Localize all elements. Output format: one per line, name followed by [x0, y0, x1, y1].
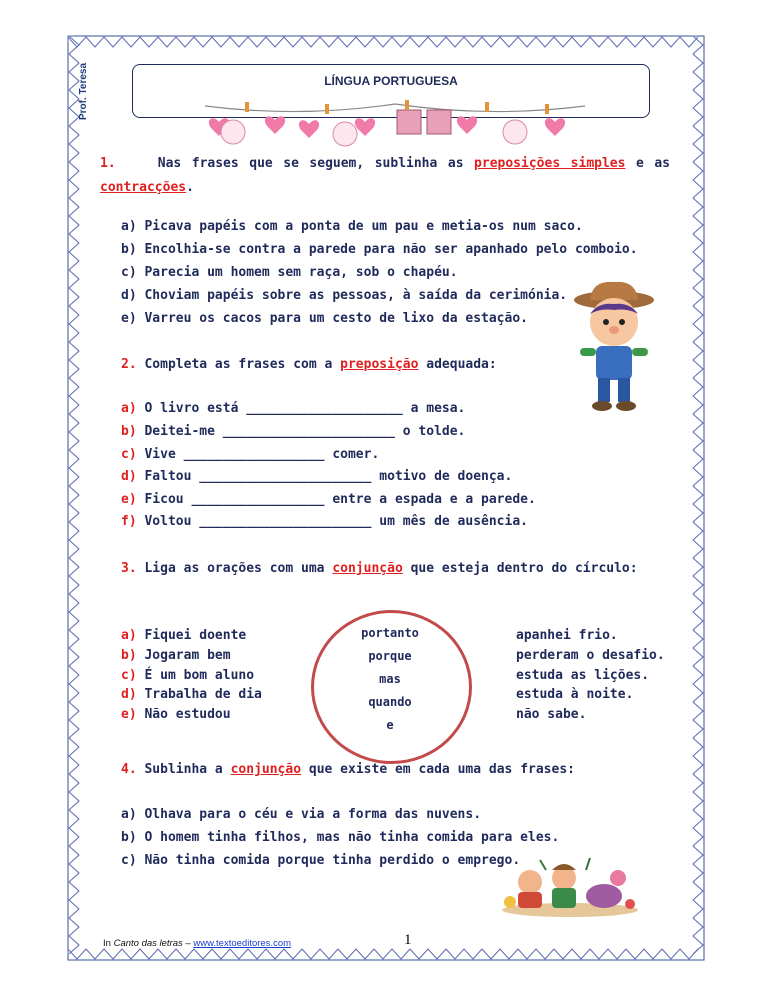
question-3-prompt: [121, 561, 638, 576]
question-1-item: c) Parecia um homem sem raça, sob o chapéu.: [121, 265, 458, 280]
question-4-item: c) Não tinha comida porque tinha perdido o emprego.: [121, 853, 521, 868]
question-1-item: b) Encolhia-se contra a parede para não ser apanhado pelo comboio.: [121, 242, 638, 257]
question-4-number: 4.: [121, 762, 137, 777]
question-4-item: b) O homem tinha filhos, mas não tinha comida para eles.: [121, 830, 560, 845]
question-1-text: Nas frases que se seguem, sublinha as: [157, 156, 464, 171]
clause-right: estuda à noite.: [516, 687, 634, 702]
clause-left: e) Não estudou: [121, 707, 231, 722]
page-number: 1: [404, 932, 412, 948]
question-2-text-after: adequada:: [426, 357, 497, 372]
term-preposicao: preposição: [340, 357, 419, 372]
clause-left: c) É um bom aluno: [121, 668, 255, 683]
circle-word: portanto: [361, 626, 419, 640]
clause-right: estuda as lições.: [516, 668, 650, 683]
clause-right: perderam o desafio.: [516, 648, 665, 663]
question-2-item: d) Faltou ______________________ motivo de doença.: [121, 469, 513, 484]
question-4-text: Sublinha a: [144, 762, 223, 777]
question-1-item: a) Picava papéis com a ponta de um pau e metia-os num saco.: [121, 219, 583, 234]
question-4-text-after: que existe em cada uma das frases:: [308, 762, 575, 777]
clause-right: não sabe.: [516, 707, 587, 722]
question-1-item: d) Choviam papéis sobre as pessoas, à saída da cerimónia.: [121, 288, 568, 303]
question-2-item: e) Ficou _________________ entre a espada e a parede.: [121, 492, 536, 507]
question-1-number: 1.: [100, 156, 116, 171]
question-3-number: 3.: [121, 561, 137, 576]
question-2-item: c) Vive __________________ comer.: [121, 447, 380, 462]
circle-word: mas: [379, 672, 401, 686]
circle-word: quando: [368, 695, 412, 709]
clause-left: d) Trabalha de dia: [121, 687, 262, 702]
page-title: LÍNGUA PORTUGUESA: [324, 74, 458, 88]
question-1-end: .: [186, 180, 194, 195]
clause-left: b) Jogaram bem: [121, 648, 231, 663]
question-1-item: e) Varreu os cacos para um cesto de lixo da estação.: [121, 311, 528, 326]
question-2-prompt: [121, 357, 497, 372]
clause-right: apanhei frio.: [516, 628, 618, 643]
publisher-link[interactable]: www.textoeditores.com: [193, 938, 292, 949]
children-picnic-illustration: [500, 852, 642, 918]
term-contraccoes: contracções: [100, 180, 187, 195]
question-1-text-mid: e as: [635, 156, 670, 171]
footer-credit: In Canto das letras – www.textoeditores.com: [103, 938, 292, 949]
question-3-text: Liga as orações com uma: [144, 561, 325, 576]
term-conjuncao: conjunção: [332, 561, 403, 576]
question-2-item: b) Deitei-me ______________________ o tolde.: [121, 424, 466, 439]
question-2-text: Completa as frases com a: [144, 357, 333, 372]
question-4-item: a) Olhava para o céu e via a forma das nuvens.: [121, 807, 482, 822]
question-2-item: a) O livro está ____________________ a mesa.: [121, 401, 466, 416]
circle-word: e: [386, 718, 394, 732]
circle-word: porque: [368, 649, 412, 663]
question-4-prompt: [121, 762, 575, 777]
author-label: Prof. Teresa: [78, 62, 89, 120]
question-1-prompt: [100, 152, 670, 200]
question-2-item: f) Voltou ______________________ um mês de ausência.: [121, 514, 528, 529]
question-3-text-after: que esteja dentro do círculo:: [410, 561, 638, 576]
cowboy-boy-illustration: [568, 278, 660, 416]
question-2-number: 2.: [121, 357, 137, 372]
clause-left: a) Fiquei doente: [121, 628, 247, 643]
heart-garland-illustration: [205, 92, 585, 152]
term-conjuncao-q4: conjunção: [230, 762, 302, 777]
term-preposicoes-simples: preposições simples: [474, 156, 626, 171]
book-title: Canto das letras: [113, 938, 183, 949]
